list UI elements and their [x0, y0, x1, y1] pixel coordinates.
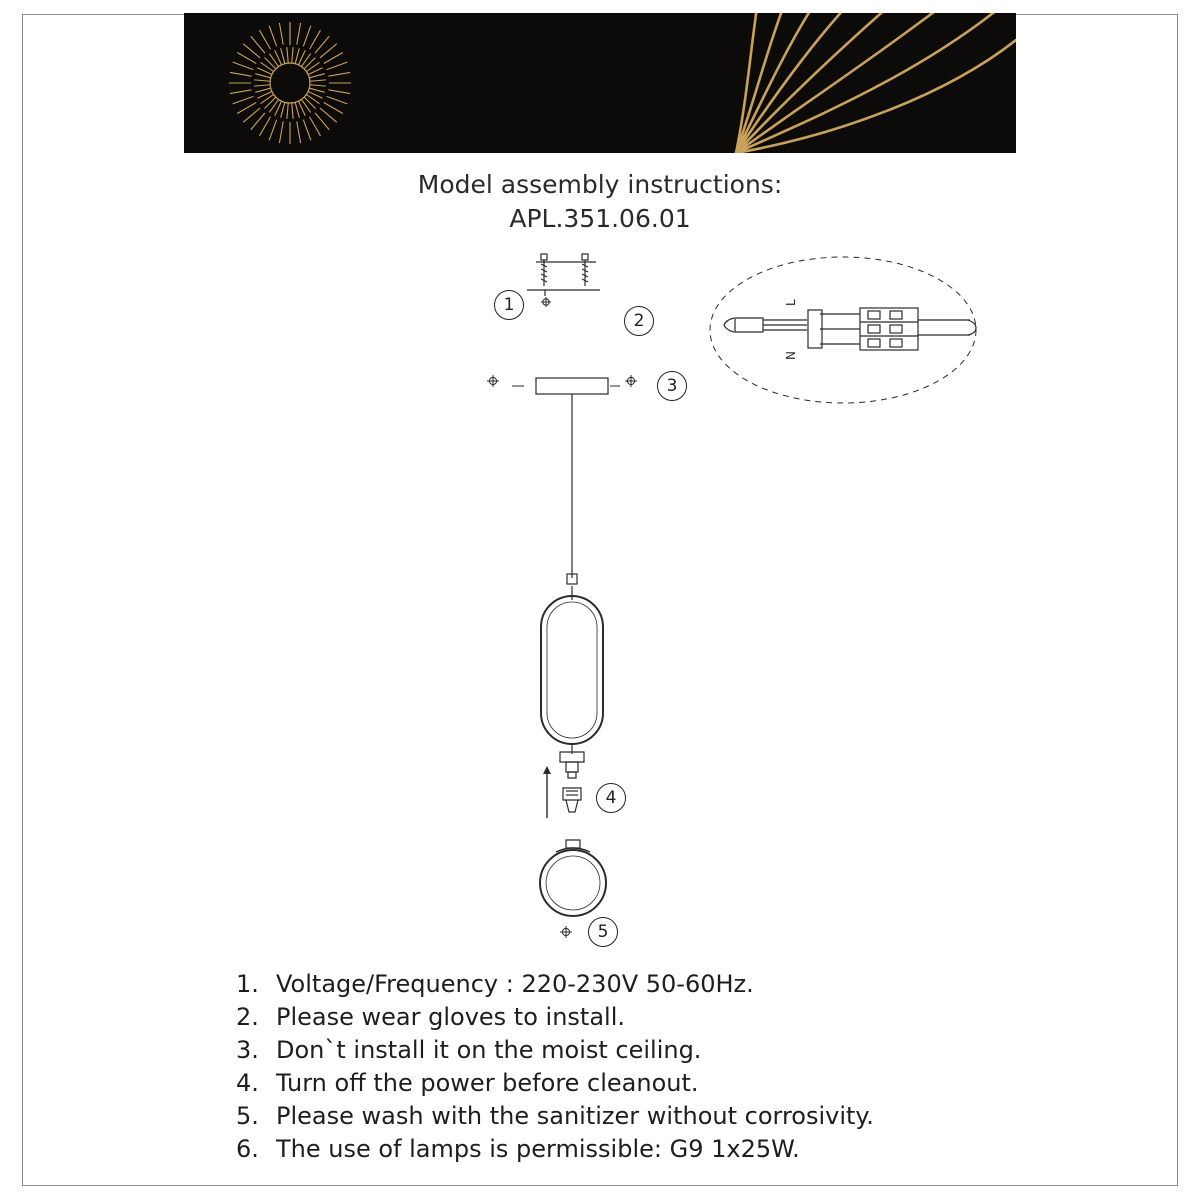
insert-arrow: [543, 766, 551, 818]
screw-right: [582, 254, 588, 286]
terminal-block: [860, 308, 918, 350]
list-item: [236, 1034, 1136, 1067]
shade-ring: [540, 840, 606, 916]
note-number: 6.: [236, 1135, 259, 1163]
list-item: [236, 1100, 1136, 1133]
note-number: 1.: [236, 970, 259, 998]
note-number: 3.: [236, 1036, 259, 1064]
callout-4: 4: [596, 783, 626, 813]
note-number: 2.: [236, 1003, 259, 1031]
diagram-linework: [0, 240, 1200, 960]
note-text: Turn off the power before cleanout.: [276, 1069, 699, 1097]
palm-fan-icon: [706, 13, 1016, 153]
title-line-2: APL.351.06.01: [509, 203, 691, 233]
note-number: 4.: [236, 1069, 259, 1097]
sunburst-icon: [228, 21, 352, 145]
note-text: The use of lamps is permissible: G9 1x25W.: [276, 1135, 800, 1163]
assembly-diagram: [0, 240, 1200, 960]
list-item: [236, 1001, 1136, 1034]
list-item: [236, 1067, 1136, 1100]
bulb-assembly: [563, 788, 581, 812]
note-text: Voltage/Frequency : 220-230V 50-60Hz.: [276, 970, 754, 998]
note-text: Please wear gloves to install.: [276, 1003, 625, 1031]
screw-left: [541, 254, 547, 286]
note-text: Please wash with the sanitizer without corrosivity.: [276, 1102, 874, 1130]
list-item: [236, 968, 1136, 1001]
safety-notes-list: [236, 968, 1136, 1166]
wire-label-N: N: [784, 351, 798, 360]
callout-1: 1: [494, 290, 524, 320]
note-text: Don`t install it on the moist ceiling.: [276, 1036, 702, 1064]
wire-left: [724, 318, 807, 332]
title-line-1: Model assembly instructions:: [417, 170, 783, 199]
callout-2: 2: [624, 306, 654, 336]
callout-5: 5: [588, 917, 618, 947]
note-number: 5.: [236, 1102, 259, 1130]
wire-label-L: L: [784, 299, 798, 306]
callout-3: 3: [657, 371, 687, 401]
header-banner: [184, 13, 1016, 153]
list-item: [236, 1133, 1136, 1166]
page-title: [0, 168, 1200, 236]
